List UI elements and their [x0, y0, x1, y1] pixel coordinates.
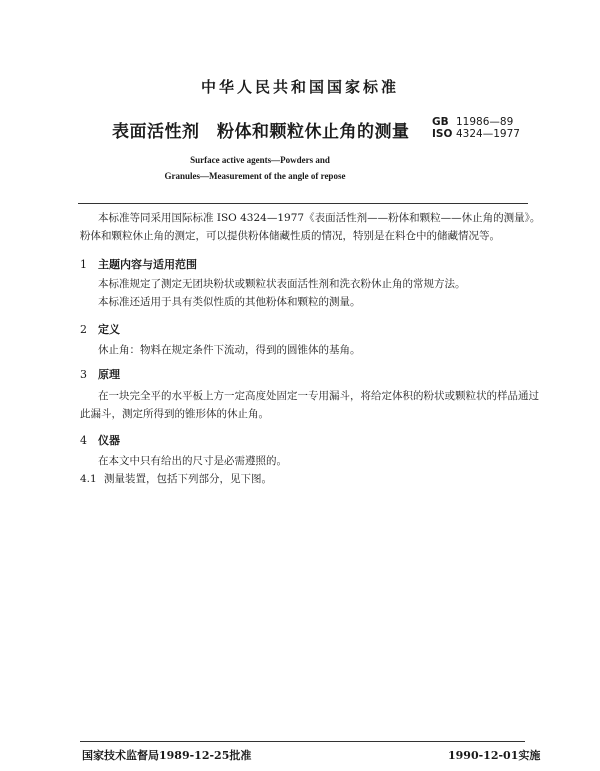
standard-title-cn: 表面活性剂 粉体和颗粒休止角的测量 — [112, 122, 410, 142]
section-1-line-2: 本标准还适用于具有类似性质的其他粉体和颗粒的测量。 — [98, 296, 361, 308]
section-2-line-1: 休止角：物料在规定条件下流动，得到的圆锥体的基角。 — [98, 344, 361, 356]
gb-code-value: 11986—89 — [456, 116, 514, 128]
section-3-line-2: 此漏斗，测定所得到的锥形体的休止角。 — [80, 408, 269, 420]
section-1-title: 主题内容与适用范围 — [98, 258, 197, 271]
standard-codes — [432, 116, 520, 140]
section-3-heading — [80, 366, 120, 382]
approval-date: 国家技术监督局1989-12-25批准 — [82, 749, 252, 762]
standard-title-en — [150, 152, 370, 184]
section-1-number: 1 — [80, 258, 87, 271]
section-4-number: 4 — [80, 434, 87, 447]
implementation-date: 1990-12-01实施 — [448, 749, 541, 762]
title-en-line2: Granules—Measurement of the angle of repose — [164, 171, 346, 181]
gb-code-label: GB — [432, 116, 449, 128]
intro-line-2: 粉体和颗粒休止角的测定，可以提供粉体储藏性质的情况，特别是在料仓中的储藏情况等。 — [80, 230, 500, 242]
header-divider — [78, 203, 528, 204]
footer-divider — [80, 741, 525, 742]
section-3-number: 3 — [80, 368, 87, 381]
iso-code-value: 4324—1977 — [456, 128, 520, 140]
section-1-heading — [80, 256, 197, 272]
intro-line-1: 本标准等同采用国际标准 ISO 4324—1977《表面活性剂——粉体和颗粒——休止角的测量》。 — [98, 212, 541, 224]
iso-code — [432, 128, 520, 140]
section-4-line-1: 在本文中只有给出的尺寸是必需遵照的。 — [98, 455, 287, 467]
title-en-line1: Surface active agents—Powders and — [190, 155, 330, 165]
section-4-title: 仪器 — [98, 434, 120, 447]
section-3-line-1: 在一块完全平的水平板上方一定高度处固定一专用漏斗，将给定体积的粉状或颗粒状的样品通过 — [98, 390, 539, 402]
section-2-title: 定义 — [98, 323, 120, 336]
section-1-line-1: 本标准规定了测定无团块粉状或颗粒状表面活性剂和洗衣粉休止角的常规方法。 — [98, 278, 466, 290]
national-standard-heading: 中华人民共和国国家标准 — [200, 78, 399, 96]
gb-code — [432, 116, 520, 128]
section-4-heading — [80, 432, 120, 448]
section-3-title: 原理 — [98, 368, 120, 381]
subsection-4-1-number: 4.1 — [80, 473, 97, 485]
subsection-4-1 — [80, 471, 272, 488]
iso-code-label: ISO — [432, 128, 453, 140]
section-2-heading — [80, 321, 120, 337]
subsection-4-1-text: 测量装置，包括下列部分，见下图。 — [104, 473, 272, 485]
section-2-number: 2 — [80, 323, 87, 336]
